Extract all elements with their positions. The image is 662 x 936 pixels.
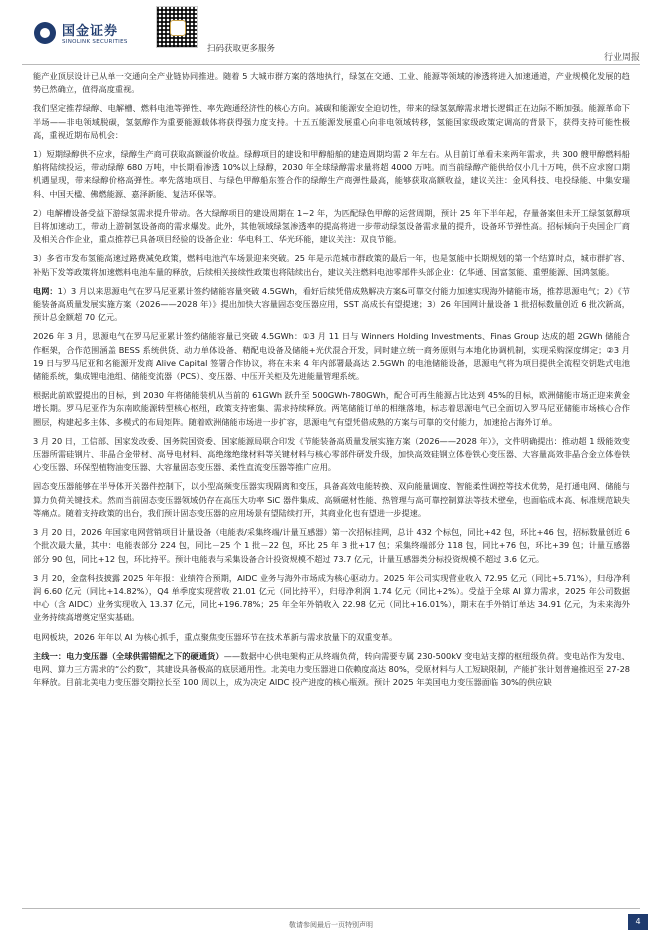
page-footer bbox=[0, 906, 662, 936]
qr-caption: 扫码获取更多服务 bbox=[207, 44, 276, 54]
page-number: 4 bbox=[628, 914, 648, 930]
company-logo bbox=[34, 20, 128, 45]
grid-label: 电网： bbox=[33, 285, 58, 296]
mainline-label: 主线一：电力变压器（全球供需错配之下的硬通货） bbox=[33, 650, 224, 661]
qr-code-icon[interactable] bbox=[156, 6, 198, 48]
page-header bbox=[0, 0, 662, 68]
paragraph-intro: 能产业顶层设计已从单一交通向全产业链协同推进。随着 5 大城市群方案的落地执行，绿氢在交通、工业、能源等领域的渗透将进入加速通道，产业规模化发展的趋势已然确立，值得高度重视。 bbox=[33, 71, 630, 95]
grid-summary-text: 1）3 月以来思源电气在罗马尼亚累计签约储能容量突破 4.5GWh，看好后续凭借成熟解决方案&可靠交付能力加速实现海外储能市场，推荐思源电气；2）《节能装备高质量发展实施方案（2026——2028 年）》提出加快大容量固态变压器应用，SST 高成长有望提速；3）26 年国网计量设备 1 批招标数量创近 6 批次新高，预计总金额超 70 亿元。 bbox=[33, 285, 630, 323]
paragraph-transformer bbox=[33, 650, 630, 690]
transformer-text: ——数据中心供电架构正从终端负荷，转向需要专属 230-500kV 变电站支撑的枢纽级负荷。变电站作为发电、电网、算力三方需求的“公约数”，其建设具备极高的底层通用性。北美电力变压器进口依赖度高达 80%，受原材料与人工短缺限制，产能扩张计划普遍推迟至 27-28 年释放。目前北美电力变压器交期拉长至 100 周以上，成为决定 AIDC 投产进度的核心瓶颈。预计 2025 年美国电力变压器面临 30%的供应缺 bbox=[33, 650, 630, 688]
header-divider bbox=[22, 64, 640, 65]
logo-icon bbox=[34, 22, 56, 44]
disclaimer-note: 敬请参阅最后一页特别声明 bbox=[289, 921, 373, 929]
paragraph-fuel-cell: 3）多省市发布氢能高速过路费减免政策，燃料电池汽车场景迎来突破。25 年是示范城市群政策的最后一年，也是氢能中长期规划的第一个结算时点，城市群扩容、补贴下发等政策将加速燃料电池车量的释放，后续相关接续性政策也将陆续出台，建议关注燃料电池零部件头部企业：亿华通、国富氢能、重塑能源、国鸿氢能。 bbox=[33, 253, 630, 277]
paragraph-electrolyzer: 2）电解槽设备受益下游绿氢需求提升带动。各大绿醇项目的建设周期在 1~2 年，为匹配绿色甲醇的运营周期，预计 25 年下半年起，存量备案但未开工绿氢氨醇项目将加速动工，带动上游制氢设备商的需求爆发。此外，其他领域绿氢渗透率的提高将进一步带动绿氢设备需求量的提升，设备环节弹性高。招标倾向于央国企厂商及相关合作企业，重点推荐已具备项目经验的设备企业：华电科工、华光环能，建议关注：双良节能。 bbox=[33, 207, 630, 245]
paragraph-metering-tender: 3 月 20 日，2026 年国家电网营销项目计量设备（电能表/采集终端/计量互感器）第一次招标挂网，总计 432 个标包，同比+42 包，环比+46 包，招标数量创近 6 个批次最大量，其中：电能表部分 224 包，同比－25 个 1 批－22 包，环比 25 年 3 批+17 包；采集终端部分 118 包，同比+76 包，环比+39 包；计量互感器部分 90 包，同比+12 包，环比持平。预计电能表与采集设备合计投资规模不超过 73.7 亿元，计量互感器类分标投资规模不超过 3.6 亿元。 bbox=[33, 527, 630, 564]
logo-name-cn: 国金证券 bbox=[62, 24, 119, 39]
report-type: 行业周报 bbox=[603, 53, 640, 63]
paragraph-grid-summary bbox=[33, 285, 630, 325]
paragraph-sieyuan-orders: 2026 年 3 月，思源电气在罗马尼亚累计签约储能容量已突破 4.5GWh：①3 月 11 日与 Winners Holding Investments、Finas Group 达成的超 2GWh 储能合作框架，合作范围涵盖 BESS 系统供货、动力单体设备、精配电设备及储能+光伏混合开发，同时建立统一商务原则与本地化协调机制，实现采购深度绑定；②3 月 19 日与罗马尼亚和名能源开发商 Alive Capital 签署合作协议，将在未来 4 年内部署最高达 2.5GWh 的电池储能设备，思源电气将为项目提供全流程交钥匙式电池储能系统，集成锂电池组、储能变流器（PCS）、变压器、中压开关柜及先进能量管理系统。 bbox=[33, 331, 630, 382]
paragraph-policy: 3 月 20 日，工信部、国家发改委、国务院国资委、国家能源局联合印发《节能装备高质量发展实施方案（2026——2028 年）》，文件明确提出：推动超 1 级能效变压器所需硅钢片、非晶合金带材、高导电材料、高绝缘绝缘材料等关键材料与核心零部件研发升级，加快高效硅钢立体卷铁心变压器、大容量高效非晶合金立体卷铁心变压器、环保型植物油变压器、大容量固态变压器、柔性直流变压器等推广应用。 bbox=[33, 435, 630, 473]
report-body bbox=[33, 70, 630, 695]
paragraph-jinpan-results: 3 月 20，金盘科技披露 2025 年年报：业绩符合预期，AIDC 业务与海外市场成为核心驱动力。2025 年公司实现营业收入 72.95 亿元（同比+5.71%），归母净利润 6.60 亿元（同比+14.82%），Q4 单季度实现营收 21.01 亿元（同比持平），归母净利润 1.74 亿元（同比+2%）。受益于全球 AI 算力需求，2025 年公司数据中心（含 AIDC）业务实现收入 13.37 亿元，同比+196.78%；25 年全年外销收入 22.98 亿元（同比+16.01%），期末在手外销订单达 34.91 亿元，为未来海外业务持续高增奠定坚实基础。 bbox=[33, 572, 630, 623]
paragraph-eu-storage: 根据此前欧盟提出的目标，到 2030 年将储能装机从当前的 61GWh 跃升至 500GWh-780GWh，配合可再生能源占比达到 45%的目标，欧洲储能市场正迎来黄金增长期。罗马尼亚作为东南欧能源转型核心枢纽，政策支持密集、需求持续释放。两笔储能订单的相继落地，标志着思源电气已全面切入罗马尼亚储能市场核心合作圈层，构建起多主体、多模式的布局矩阵。随着欧洲储能市场进一步扩容，思源电气有望凭借成熟的方案与可靠的交付能力，加速抢占海外订单。 bbox=[33, 390, 630, 427]
logo-name-en: SINOLINK SECURITIES bbox=[62, 39, 128, 45]
paragraph-sst: 固态变压器能够在半导体开关器件控制下，以小型高频变压器实现隔离和变压，具备高效电能转换、双向能量调度、智能柔性调控等技术优势，是打通电网、储能与算力负荷关键技术。然而当前固态变压器领域仍存在高压大功率 SiC 器件集成、高频磁材性能、热管理与高可靠控制算法等技术壁垒，也面临成本高、标准规范缺失等痛点。随着支持政策的出台，我们预计固态变压器的应用场景有望陆续打开，其商业化也有望进一步提速。 bbox=[33, 481, 630, 518]
footer-divider bbox=[22, 908, 640, 909]
paragraph-recommendation: 我们坚定推荐绿醇、电解槽、燃料电池等弹性、率先跑通经济性的核心方向。减碳和能源安全迫切性，带来的绿氢氨醇需求增长逻辑正在边际不断加强。能源革命下半场——非电领域脱碳，氢氨醇作为重要能源载体将获得强力度支持。十五五能源发展重心向非电领域转移，氢能国家级政策定调高的背景下，获得支持可能性极高，重视近期布局机会： bbox=[33, 103, 630, 140]
paragraph-green-methanol: 1）短期绿醇供不应求，绿醇生产商可获取高额溢价收益。绿醇项目的建设和甲醇船舶的建造周期均需 2 年左右。从目前订单看未来两年需求，共 300 艘甲醇燃料船舶将陆续投运，带动绿醇 680 万吨，中长期看渗透 10%以上绿醇，2030 年全球绿醇需求量将超 4000 万吨。而当前绿醇产能供给仅小几十万吨，供不应求窗口期机遇显现，带来绿醇价格高弹性。率先落地项目、与绿色甲醇船东签合作的绿醇生产商弹性最高，能够获取高额收益，建议关注：金风科技、电投绿能、中集安瑞科、中国天楹、佛燃能源、嘉泽新能、复洁环保等。 bbox=[33, 149, 630, 199]
paragraph-grid-outlook: 电网板块，2026 年年以 AI 为核心抓手，重点聚焦变压器环节在技术革新与需求放量下的双重变革。 bbox=[33, 631, 398, 642]
